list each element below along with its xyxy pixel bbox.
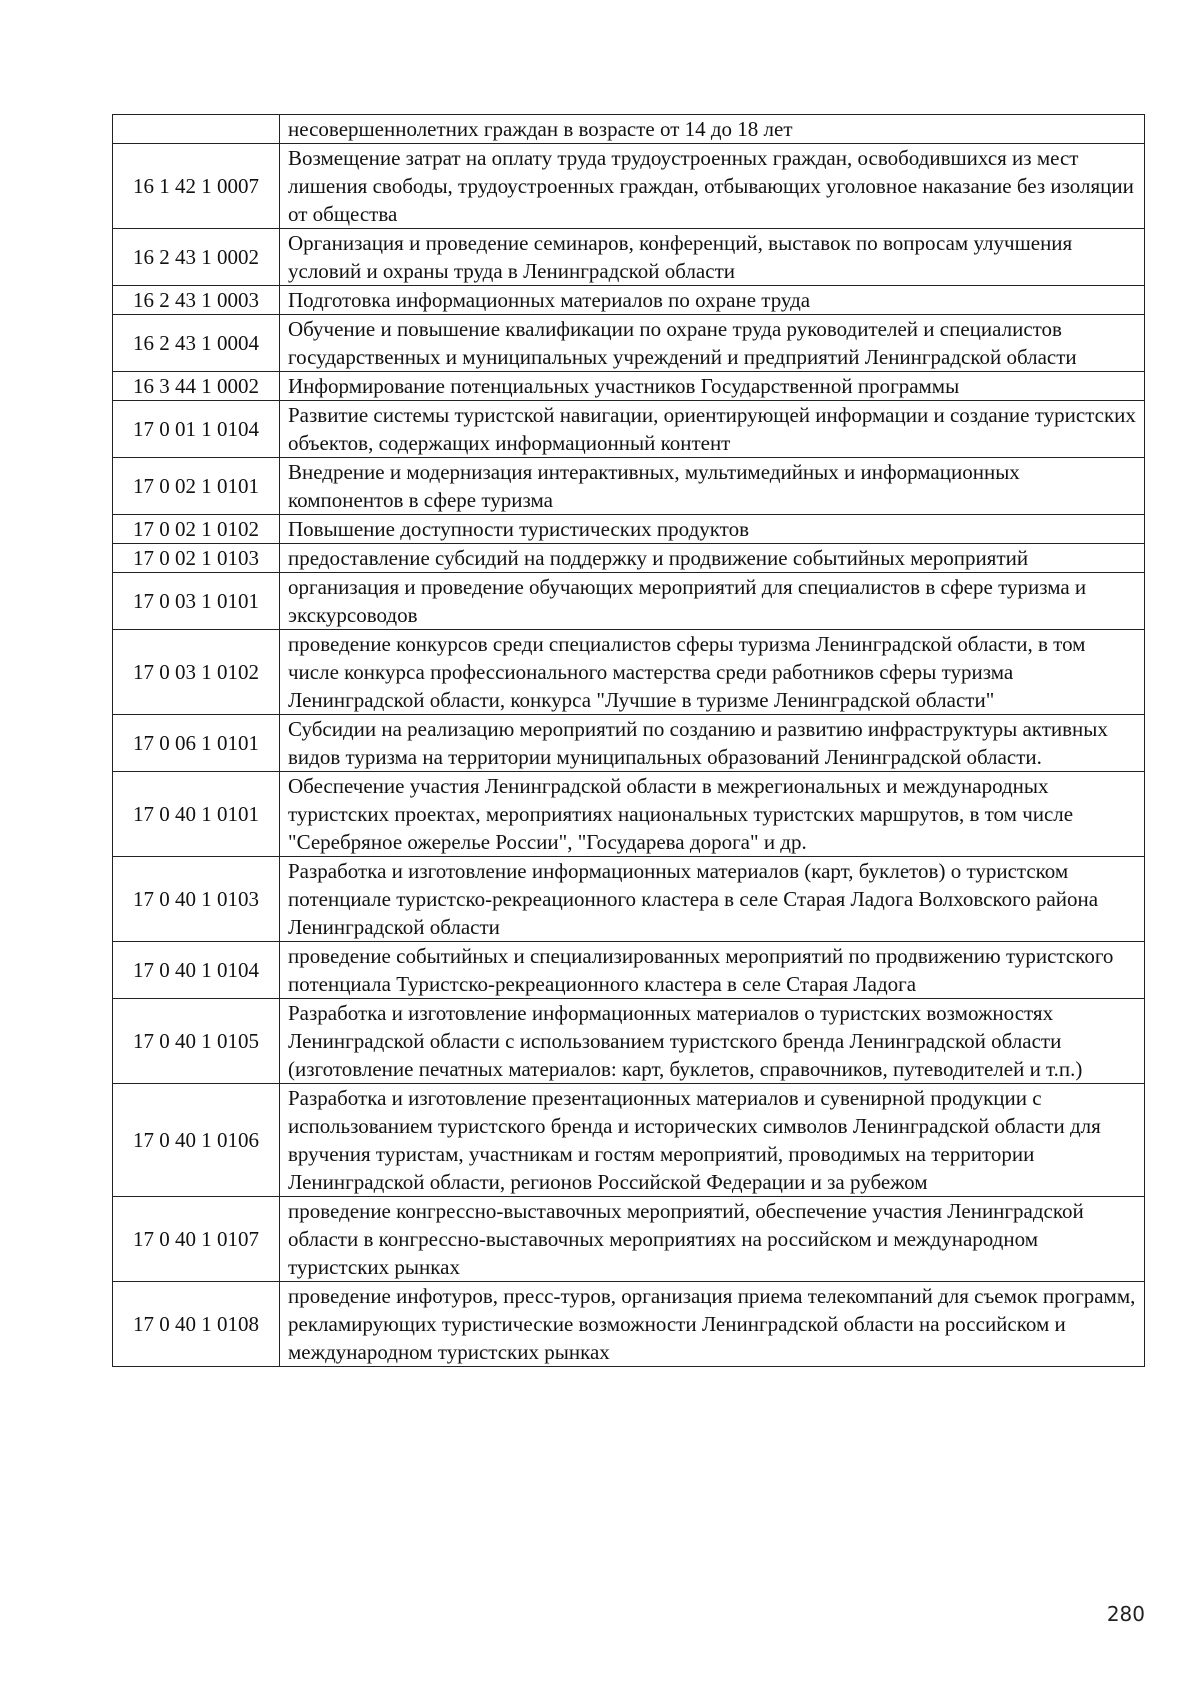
row-description: Внедрение и модернизация интерактивных, мультимедийных и информационных компонентов в сфере туризма — [280, 458, 1145, 515]
table-row — [113, 515, 1145, 544]
row-code: 16 1 42 1 0007 — [113, 144, 280, 229]
table-row — [113, 401, 1145, 458]
row-description: проведение инфотуров, пресс-туров, организация приема телекомпаний для съемок программ, рекламирующих туристические возможности Ленинградской области на российском и международном туристских рынках — [280, 1282, 1145, 1367]
table-row — [113, 286, 1145, 315]
row-code: 17 0 40 1 0104 — [113, 942, 280, 999]
table-row — [113, 573, 1145, 630]
row-description: предоставление субсидий на поддержку и продвижение событийных мероприятий — [280, 544, 1145, 573]
table-row — [113, 857, 1145, 942]
row-code: 16 2 43 1 0004 — [113, 315, 280, 372]
row-description: проведение событийных и специализированных мероприятий по продвижению туристского потенциала Туристско-рекреационного кластера в селе Старая Ладога — [280, 942, 1145, 999]
row-code: 17 0 03 1 0102 — [113, 630, 280, 715]
table-row — [113, 715, 1145, 772]
budget-code-table — [112, 114, 1145, 1367]
row-code: 17 0 02 1 0102 — [113, 515, 280, 544]
page-number: 280 — [1106, 1602, 1145, 1626]
row-code: 17 0 02 1 0103 — [113, 544, 280, 573]
table-row — [113, 630, 1145, 715]
row-description: Разработка и изготовление информационных материалов (карт, буклетов) о туристском потенциале туристско-рекреационного кластера в селе Старая Ладога Волховского района Ленинградской области — [280, 857, 1145, 942]
row-code: 17 0 40 1 0108 — [113, 1282, 280, 1367]
row-description: Информирование потенциальных участников Государственной программы — [280, 372, 1145, 401]
table-row — [113, 1084, 1145, 1197]
table-row — [113, 229, 1145, 286]
table-row — [113, 372, 1145, 401]
row-description: Повышение доступности туристических продуктов — [280, 515, 1145, 544]
row-code: 16 2 43 1 0002 — [113, 229, 280, 286]
row-code — [113, 115, 280, 144]
row-code: 17 0 06 1 0101 — [113, 715, 280, 772]
row-description: Обеспечение участия Ленинградской области в межрегиональных и международных туристских проектах, мероприятиях национальных туристских маршрутов, в том числе "Серебряное ожерелье России", "Государева дорога" и др. — [280, 772, 1145, 857]
row-code: 17 0 01 1 0104 — [113, 401, 280, 458]
table-row — [113, 144, 1145, 229]
row-description: Разработка и изготовление презентационных материалов и сувенирной продукции с использованием туристского бренда и исторических символов Ленинградской области для вручения туристам, участникам и гостям мероприятий, проводимых на территории Ленинградской области, регионов Российской Федерации и за рубежом — [280, 1084, 1145, 1197]
row-code: 17 0 40 1 0103 — [113, 857, 280, 942]
row-description: Подготовка информационных материалов по охране труда — [280, 286, 1145, 315]
table-row — [113, 1197, 1145, 1282]
row-description: Разработка и изготовление информационных материалов о туристских возможностях Ленинградской области с использованием туристского бренда Ленинградской области (изготовление печатных материалов: карт, буклетов, справочников, путеводителей и т.п.) — [280, 999, 1145, 1084]
row-description: Субсидии на реализацию мероприятий по созданию и развитию инфраструктуры активных видов туризма на территории муниципальных образований Ленинградской области. — [280, 715, 1145, 772]
table-body — [113, 115, 1145, 1367]
row-description: проведение конкурсов среди специалистов сферы туризма Ленинградской области, в том числе конкурса профессионального мастерства среди работников сферы туризма Ленинградской области, конкурса "Лучшие в туризме Ленинградской области" — [280, 630, 1145, 715]
table-row — [113, 115, 1145, 144]
row-description: проведение конгрессно-выставочных мероприятий, обеспечение участия Ленинградской области в конгрессно-выставочных мероприятиях на российском и международном туристских рынках — [280, 1197, 1145, 1282]
table-row — [113, 942, 1145, 999]
table-row — [113, 315, 1145, 372]
table-row — [113, 458, 1145, 515]
row-code: 17 0 02 1 0101 — [113, 458, 280, 515]
row-description: несовершеннолетних граждан в возрасте от 14 до 18 лет — [280, 115, 1145, 144]
table-row — [113, 999, 1145, 1084]
row-description: Обучение и повышение квалификации по охране труда руководителей и специалистов государственных и муниципальных учреждений и предприятий Ленинградской области — [280, 315, 1145, 372]
row-description: Организация и проведение семинаров, конференций, выставок по вопросам улучшения условий и охраны труда в Ленинградской области — [280, 229, 1145, 286]
table-row — [113, 1282, 1145, 1367]
row-code: 17 0 40 1 0101 — [113, 772, 280, 857]
row-description: Развитие системы туристской навигации, ориентирующей информации и создание туристских объектов, содержащих информационный контент — [280, 401, 1145, 458]
row-code: 16 2 43 1 0003 — [113, 286, 280, 315]
row-code: 16 3 44 1 0002 — [113, 372, 280, 401]
table-row — [113, 544, 1145, 573]
row-code: 17 0 40 1 0105 — [113, 999, 280, 1084]
row-code: 17 0 40 1 0106 — [113, 1084, 280, 1197]
row-description: организация и проведение обучающих мероприятий для специалистов в сфере туризма и экскурсоводов — [280, 573, 1145, 630]
row-code: 17 0 40 1 0107 — [113, 1197, 280, 1282]
table-row — [113, 772, 1145, 857]
row-code: 17 0 03 1 0101 — [113, 573, 280, 630]
row-description: Возмещение затрат на оплату труда трудоустроенных граждан, освободившихся из мест лишения свободы, трудоустроенных граждан, отбывающих уголовное наказание без изоляции от общества — [280, 144, 1145, 229]
